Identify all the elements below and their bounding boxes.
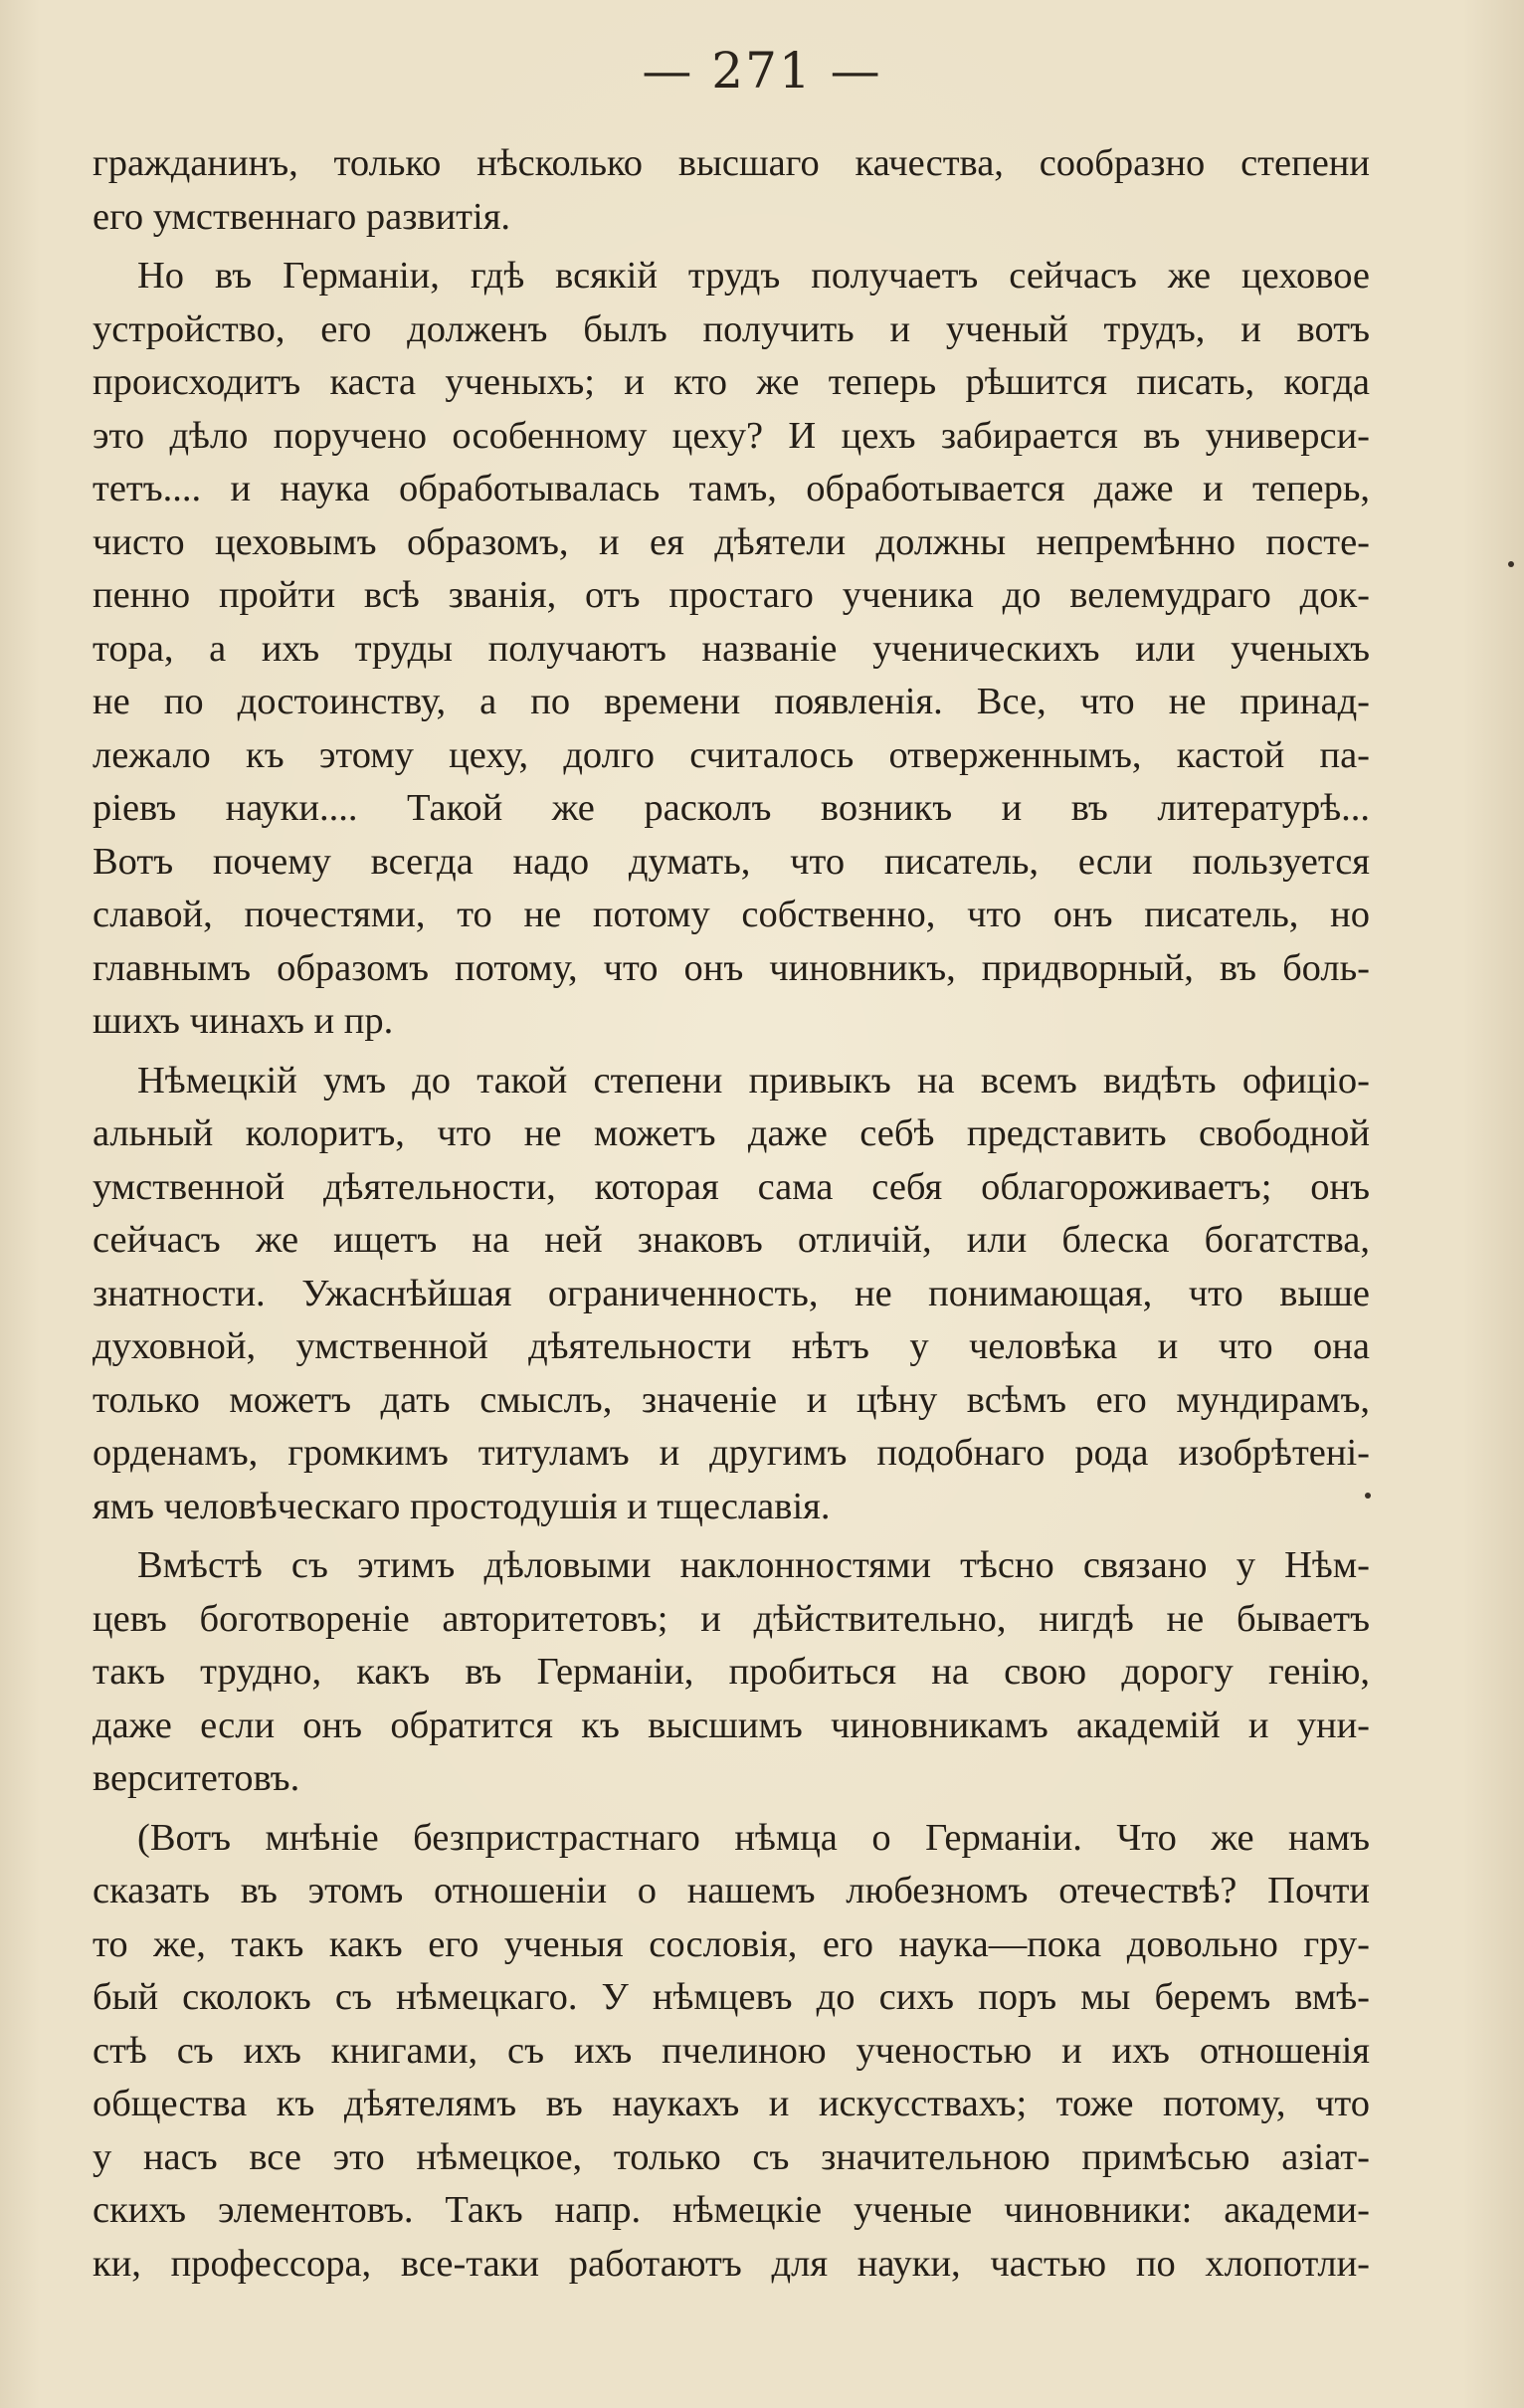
paragraph-5 [93,1812,1370,2292]
text-line: альный колоритъ, что не можетъ даже себѣ представить свободной [93,1112,1370,1154]
text-line: тора, а ихъ труды получаютъ названіе ученическихъ или ученыхъ [93,627,1370,670]
text-line: у насъ все это нѣмецкое, только съ значительною примѣсью азіат- [93,2135,1370,2178]
text-line: шихъ чинахъ и пр. [93,1000,394,1042]
text-line: чисто цеховымъ образомъ, и ея дѣятели должны непремѣнно посте- [93,520,1370,563]
text-line: Нѣмецкій умъ до такой степени привыкъ на всемъ видѣть офиціо- [137,1059,1370,1102]
text-line: ямъ человѣческаго простодушія и тщеславія. [93,1485,831,1527]
text-line: устройство, его долженъ былъ получить и ученый трудъ, и вотъ [93,307,1370,350]
paragraph-2 [93,250,1370,1049]
text-line: славой, почестями, то не потому собственно, что онъ писатель, но [93,894,1370,935]
text-line: умственной дѣятельности, которая сама себя облагороживаетъ; онъ [93,1165,1370,1208]
text-line: верситетовъ. [93,1757,300,1799]
text-line: тетъ.... и наука обработывалась тамъ, обработывается даже и теперь, [93,468,1370,509]
text-line: не по достоинству, а по времени появленія. Все, что не принад- [93,681,1370,722]
text-line: Вмѣстѣ съ этимъ дѣловыми наклонностями тѣсно связано у Нѣм- [137,1544,1370,1586]
text-line: скихъ элементовъ. Такъ напр. нѣмецкіе ученые чиновники: академи- [93,2189,1370,2231]
text-line: пенно пройти всѣ званія, отъ простаго ученика до велемудраго док- [93,574,1370,616]
text-line: гражданинъ, только нѣсколько высшаго качества, сообразно степени [93,142,1370,184]
text-line: сказать въ этомъ отношеніи о нашемъ любезномъ отечествѣ? Почти [93,1870,1370,1911]
text-line: общества къ дѣятелямъ въ наукахъ и искусствахъ; тоже потому, что [93,2083,1370,2124]
text-line: лежало къ этому цеху, долго считалось отверженнымъ, кастой па- [93,733,1370,776]
text-line: его умственнаго развитія. [93,195,511,238]
text-line: ріевъ науки.... Такой же расколъ возникъ и въ литературѣ... [93,787,1370,829]
text-line: происходитъ каста ученыхъ; и кто же теперь рѣшится писать, когда [93,361,1370,403]
ink-speck [1365,1493,1371,1499]
text-line: то же, такъ какъ его ученыя сословія, его наука—пока довольно гру- [93,1922,1370,1965]
paragraph-4 [93,1539,1370,1806]
text-line: орденамъ, громкимъ титуламъ и другимъ подобнаго рода изобрѣтені- [93,1432,1370,1474]
text-line: цевъ боготвореніе авторитетовъ; и дѣйствительно, нигдѣ не бываетъ [93,1597,1370,1640]
text-line: это дѣло поручено особенному цеху? И цехъ забирается въ универси- [93,414,1370,457]
text-line: сейчасъ же ищетъ на ней знаковъ отличій, или блеска богатства, [93,1219,1370,1261]
ink-speck [1508,561,1514,567]
text-line: знатности. Ужаснѣйшая ограниченность, не понимающая, что выше [93,1272,1370,1314]
text-line: даже если онъ обратится къ высшимъ чиновникамъ академій и уни- [93,1704,1370,1746]
text-line: стѣ съ ихъ книгами, съ ихъ пчелиною ученостью и ихъ отношенія [93,2029,1370,2072]
text-line: Но въ Германіи, гдѣ всякій трудъ получаетъ сейчасъ же цеховое [137,255,1370,297]
text-line: только можетъ дать смыслъ, значеніе и цѣну всѣмъ его мундирамъ, [93,1378,1370,1421]
text-line: бый сколокъ съ нѣмецкаго. У нѣмцевъ до сихъ поръ мы беремъ вмѣ- [93,1976,1370,2018]
page-number: — 271 — [642,42,882,100]
paragraph-3 [93,1055,1370,1534]
paragraph-1 [93,137,1370,244]
text-line: Вотъ почему всегда надо думать, что писатель, если пользуется [93,840,1370,883]
body-text [93,137,1370,2297]
text-line: главнымъ образомъ потому, что онъ чиновникъ, придворный, въ боль- [93,946,1370,989]
text-line: духовной, умственной дѣятельности нѣтъ у человѣка и что она [93,1325,1370,1367]
text-line: такъ трудно, какъ въ Германіи, пробиться на свою дорогу генію, [93,1651,1370,1693]
text-line: (Вотъ мнѣніе безпристрастнаго нѣмца о Германіи. Что же намъ [137,1816,1370,1859]
text-line: ки, профессора, все-таки работаютъ для науки, частью по хлопотли- [93,2242,1370,2285]
